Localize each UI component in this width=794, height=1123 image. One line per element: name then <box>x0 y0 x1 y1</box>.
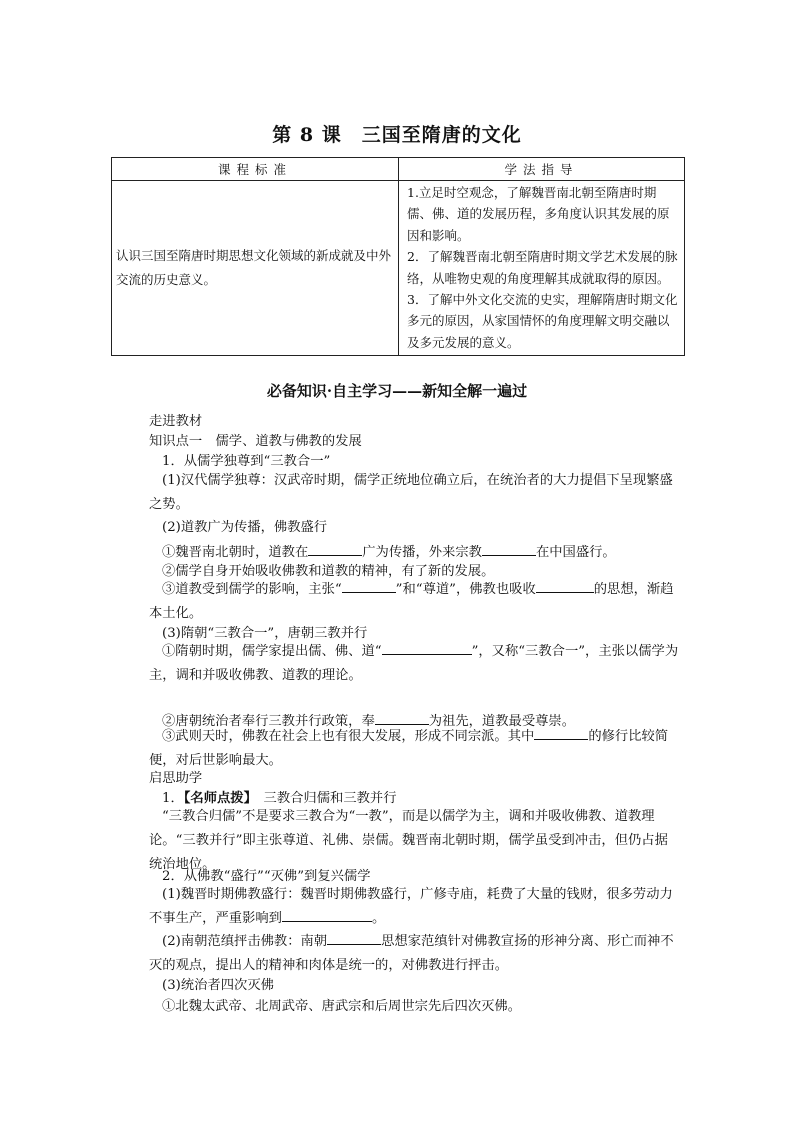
paragraph-four-emperors: ①北魏太武帝、北周武帝、唐武宗和后周世宗先后四次灭佛。 <box>162 999 522 1014</box>
header-curriculum-standard: 课程标准 <box>112 158 399 181</box>
answer-blank[interactable] <box>308 541 362 556</box>
fill-blank-sentence-3: ①隋朝时期，儒学家提出儒、佛、道“ ”，又称“三教合一”，主张以儒学为主，调和并吸收佛教、道教的理论。 <box>149 640 679 688</box>
answer-blank[interactable] <box>342 578 396 593</box>
fill-blank-sentence-2: ③道教受到儒学的影响，主张“ ”和“尊道”，佛教也吸收 的思想，渐趋本土化。 <box>149 578 679 626</box>
fill-blank-sentence-1: ①魏晋南北朝时，道教在 广为传播，外来宗教 在中国盛行。 <box>162 541 616 562</box>
intro-label: 走进教材 <box>149 414 203 429</box>
fill-blank-sentence-7: (2)南朝范缜抨击佛教：南朝 思想家范缜针对佛教宣扬的形神分离、形亡而神不灭的观点，提出人的精神和肉体是统一的，对佛教进行抨击。 <box>149 930 679 978</box>
section-heading: 必备知识·自主学习——新知全解一遍过 <box>266 382 528 400</box>
fill-blank-sentence-6: (1)魏晋时期佛教盛行：魏晋时期佛教盛行，广修寺庙，耗费了大量的钱财，很多劳动力不事生产，严重影响到 。 <box>149 887 673 926</box>
teacher-tip-heading: 1．【名师点拨】 三教合归儒和三教并行 <box>162 791 397 806</box>
answer-blank[interactable] <box>536 578 594 593</box>
fill-blank-sentence-4: ②唐朝统治者奉行三教并行政策，奉 为祖先，道教最受尊崇。 <box>162 710 575 731</box>
answer-blank[interactable] <box>282 907 372 922</box>
study-guide-list <box>399 181 685 356</box>
answer-blank[interactable] <box>375 710 429 725</box>
help-label: 启思助学 <box>149 771 203 786</box>
curriculum-table <box>111 157 685 356</box>
paragraph-destroy-buddhism: (3)统治者四次灭佛 <box>162 978 274 993</box>
paragraph-confucian-absorption: ②儒学自身开始吸收佛教和道教的精神，有了新的发展。 <box>162 564 495 579</box>
teacher-tip-label: 【名师点拨】 <box>183 791 251 806</box>
answer-blank[interactable] <box>482 541 536 556</box>
paragraph-sui-tang: (3)隋朝“三教合一”，唐朝三教并行 <box>162 626 368 641</box>
fill-blank-sentence-5: ③武则天时，佛教在社会上也有很大发展，形成不同宗派。其中 的修行比较简便，对后世影响最大。 <box>149 725 679 773</box>
lesson-title: 第 8 课 三国至隋唐的文化 <box>272 124 522 146</box>
paragraph-han-confucianism: (1)汉代儒学独尊：汉武帝时期，儒学正统地位确立后，在统治者的大力提倡下呈现繁盛之势。 <box>149 473 673 512</box>
curriculum-standard-text: 认识三国至隋唐时期思想文化领域的新成就及中外交流的历史意义。 <box>112 181 399 356</box>
guide-item-3: 3．了解中外文化交流的史实，理解隋唐时期文化多元的原因，从家国情怀的角度理解文明交融以及多元发展的意义。 <box>407 292 678 350</box>
answer-blank[interactable] <box>327 930 381 945</box>
answer-blank[interactable] <box>382 640 472 655</box>
subheading-2: 2．从佛教“盛行”“灭佛”到复兴儒学 <box>162 869 371 884</box>
header-study-guide: 学法指导 <box>399 158 685 181</box>
guide-item-2: 2．了解魏晋南北朝至隋唐时期文学艺术发展的脉络，从唯物史观的角度理解其成就取得的原因。 <box>407 249 678 286</box>
answer-blank[interactable] <box>534 725 588 740</box>
teacher-tip-text: “三教合归儒”不是要求三教合为“一教”，而是以儒学为主，调和并吸收佛教、道教理论。“三教并行”即主张尊道、礼佛、崇儒。魏晋南北朝时期，儒学虽受到冲击，但仍占据统治地位。 <box>149 809 668 872</box>
knowledge-point-title: 知识点一 儒学、道教与佛教的发展 <box>149 434 362 449</box>
guide-item-1: 1.立足时空观念，了解魏晋南北朝至隋唐时期儒、佛、道的发展历程，多角度认识其发展的原因和影响。 <box>407 185 670 243</box>
paragraph-daoism-buddhism: (2)道教广为传播，佛教盛行 <box>162 520 328 535</box>
subheading-1: 1．从儒学独尊到“三教合一” <box>162 454 331 469</box>
